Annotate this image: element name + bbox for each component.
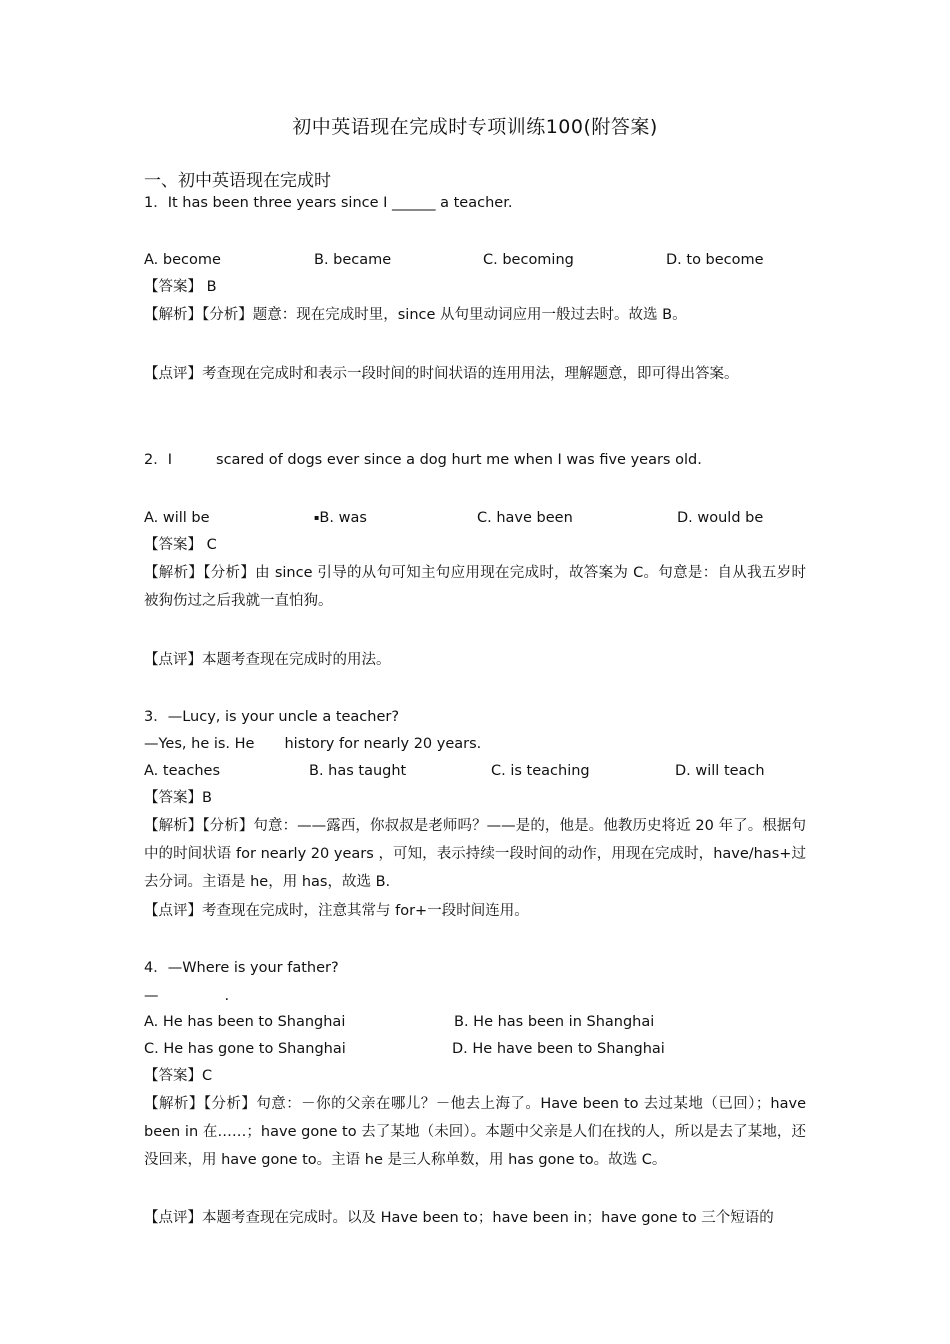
- q1-answer: 【答案】 B: [144, 279, 217, 295]
- q3-analysis: 【解析】【分析】句意：——露西，你叔叔是老师吗？——是的，他是。他教历史将近 20 年了。根据句中的时间状语 for nearly 20 years ，可知，表示持续一段时间的动作，用现在完成时，have/has+过去分词。主语是 he，用 has，故选 B.: [144, 818, 806, 890]
- q4-stem-line2: [144, 986, 229, 1006]
- q4-stem-line1: 4．—Where is your father?: [144, 960, 339, 976]
- q2-stem-rest: scared of dogs ever since a dog hurt me when I was five years old.: [216, 452, 702, 468]
- document-title: 初中英语现在完成时专项训练100(附答案): [292, 116, 658, 138]
- q1-analysis: 【解析】【分析】题意：现在完成时里，since 从句里动词应用一般过去时。故选 B。: [144, 307, 687, 323]
- q4-option-a: A. He has been to Shanghai: [144, 1014, 346, 1030]
- q2-comment: 【点评】本题考查现在完成时的用法。: [144, 652, 391, 668]
- q1-option-a: A. become: [144, 252, 221, 268]
- q2-option-b: [314, 508, 367, 528]
- q2-analysis: 【解析】【分析】由 since 引导的从句可知主句应用现在完成时，故答案为 C。句意是：自从我五岁时被狗伤过之后我就一直怕狗。: [144, 565, 806, 609]
- q1-comment: 【点评】考查现在完成时和表示一段时间的时间状语的连用用法，理解题意，即可得出答案。: [144, 366, 739, 382]
- q3-option-a: A. teaches: [144, 763, 221, 779]
- q2-stem: [144, 450, 702, 470]
- q3-stem-line2-start: —Yes, he is. He: [144, 736, 255, 752]
- q4-dash: —: [144, 988, 159, 1004]
- q4-period: .: [224, 988, 230, 1004]
- q2-option-d: D. would be: [677, 510, 764, 526]
- q1-option-b: B. became: [314, 252, 392, 268]
- section-heading: 一、初中英语现在完成时: [144, 171, 331, 191]
- q2-stem-number: 2．I: [144, 452, 173, 468]
- q4-option-b: B. He has been in Shanghai: [454, 1014, 655, 1030]
- q2-option-a: A. will be: [144, 510, 210, 526]
- q3-stem-line2: [144, 734, 481, 754]
- q4-analysis: 【解析】【分析】句意：－你的父亲在哪儿？－他去上海了。Have been to 去过某地（已回）；have been in 在……；have gone to 去了某地（未回）。本题中父亲是人们在找的人，所以是去了某地，还没回来，用 have gone to。主语 he 是三人称单数，用 has gone to。故选 C。: [144, 1096, 806, 1168]
- q2-option-b-mark: ▪: [314, 513, 320, 522]
- q3-comment: 【点评】考查现在完成时，注意其常与 for+一段时间连用。: [144, 903, 529, 919]
- q2-option-c: C. have been: [477, 510, 573, 526]
- q4-option-d: D. He have been to Shanghai: [452, 1041, 665, 1057]
- q3-stem-line2-end: history for nearly 20 years.: [284, 736, 482, 752]
- q2-option-b-text: B. was: [319, 510, 367, 526]
- q1-stem: 1．It has been three years since I ______ a teacher.: [144, 195, 513, 211]
- q3-option-b: B. has taught: [309, 763, 407, 779]
- q1-option-c: C. becoming: [483, 252, 574, 268]
- q3-answer: 【答案】B: [144, 790, 212, 806]
- q4-option-c: C. He has gone to Shanghai: [144, 1041, 346, 1057]
- q3-stem-line1: 3．—Lucy, is your uncle a teacher?: [144, 709, 400, 725]
- q3-option-d: D. will teach: [675, 763, 765, 779]
- q3-option-c: C. is teaching: [491, 763, 590, 779]
- q1-option-d: D. to become: [666, 252, 764, 268]
- q4-answer: 【答案】C: [144, 1068, 213, 1084]
- q2-answer: 【答案】 C: [144, 537, 217, 553]
- q4-comment: 【点评】本题考查现在完成时。以及 Have been to；have been in；have gone to 三个短语的: [144, 1210, 774, 1226]
